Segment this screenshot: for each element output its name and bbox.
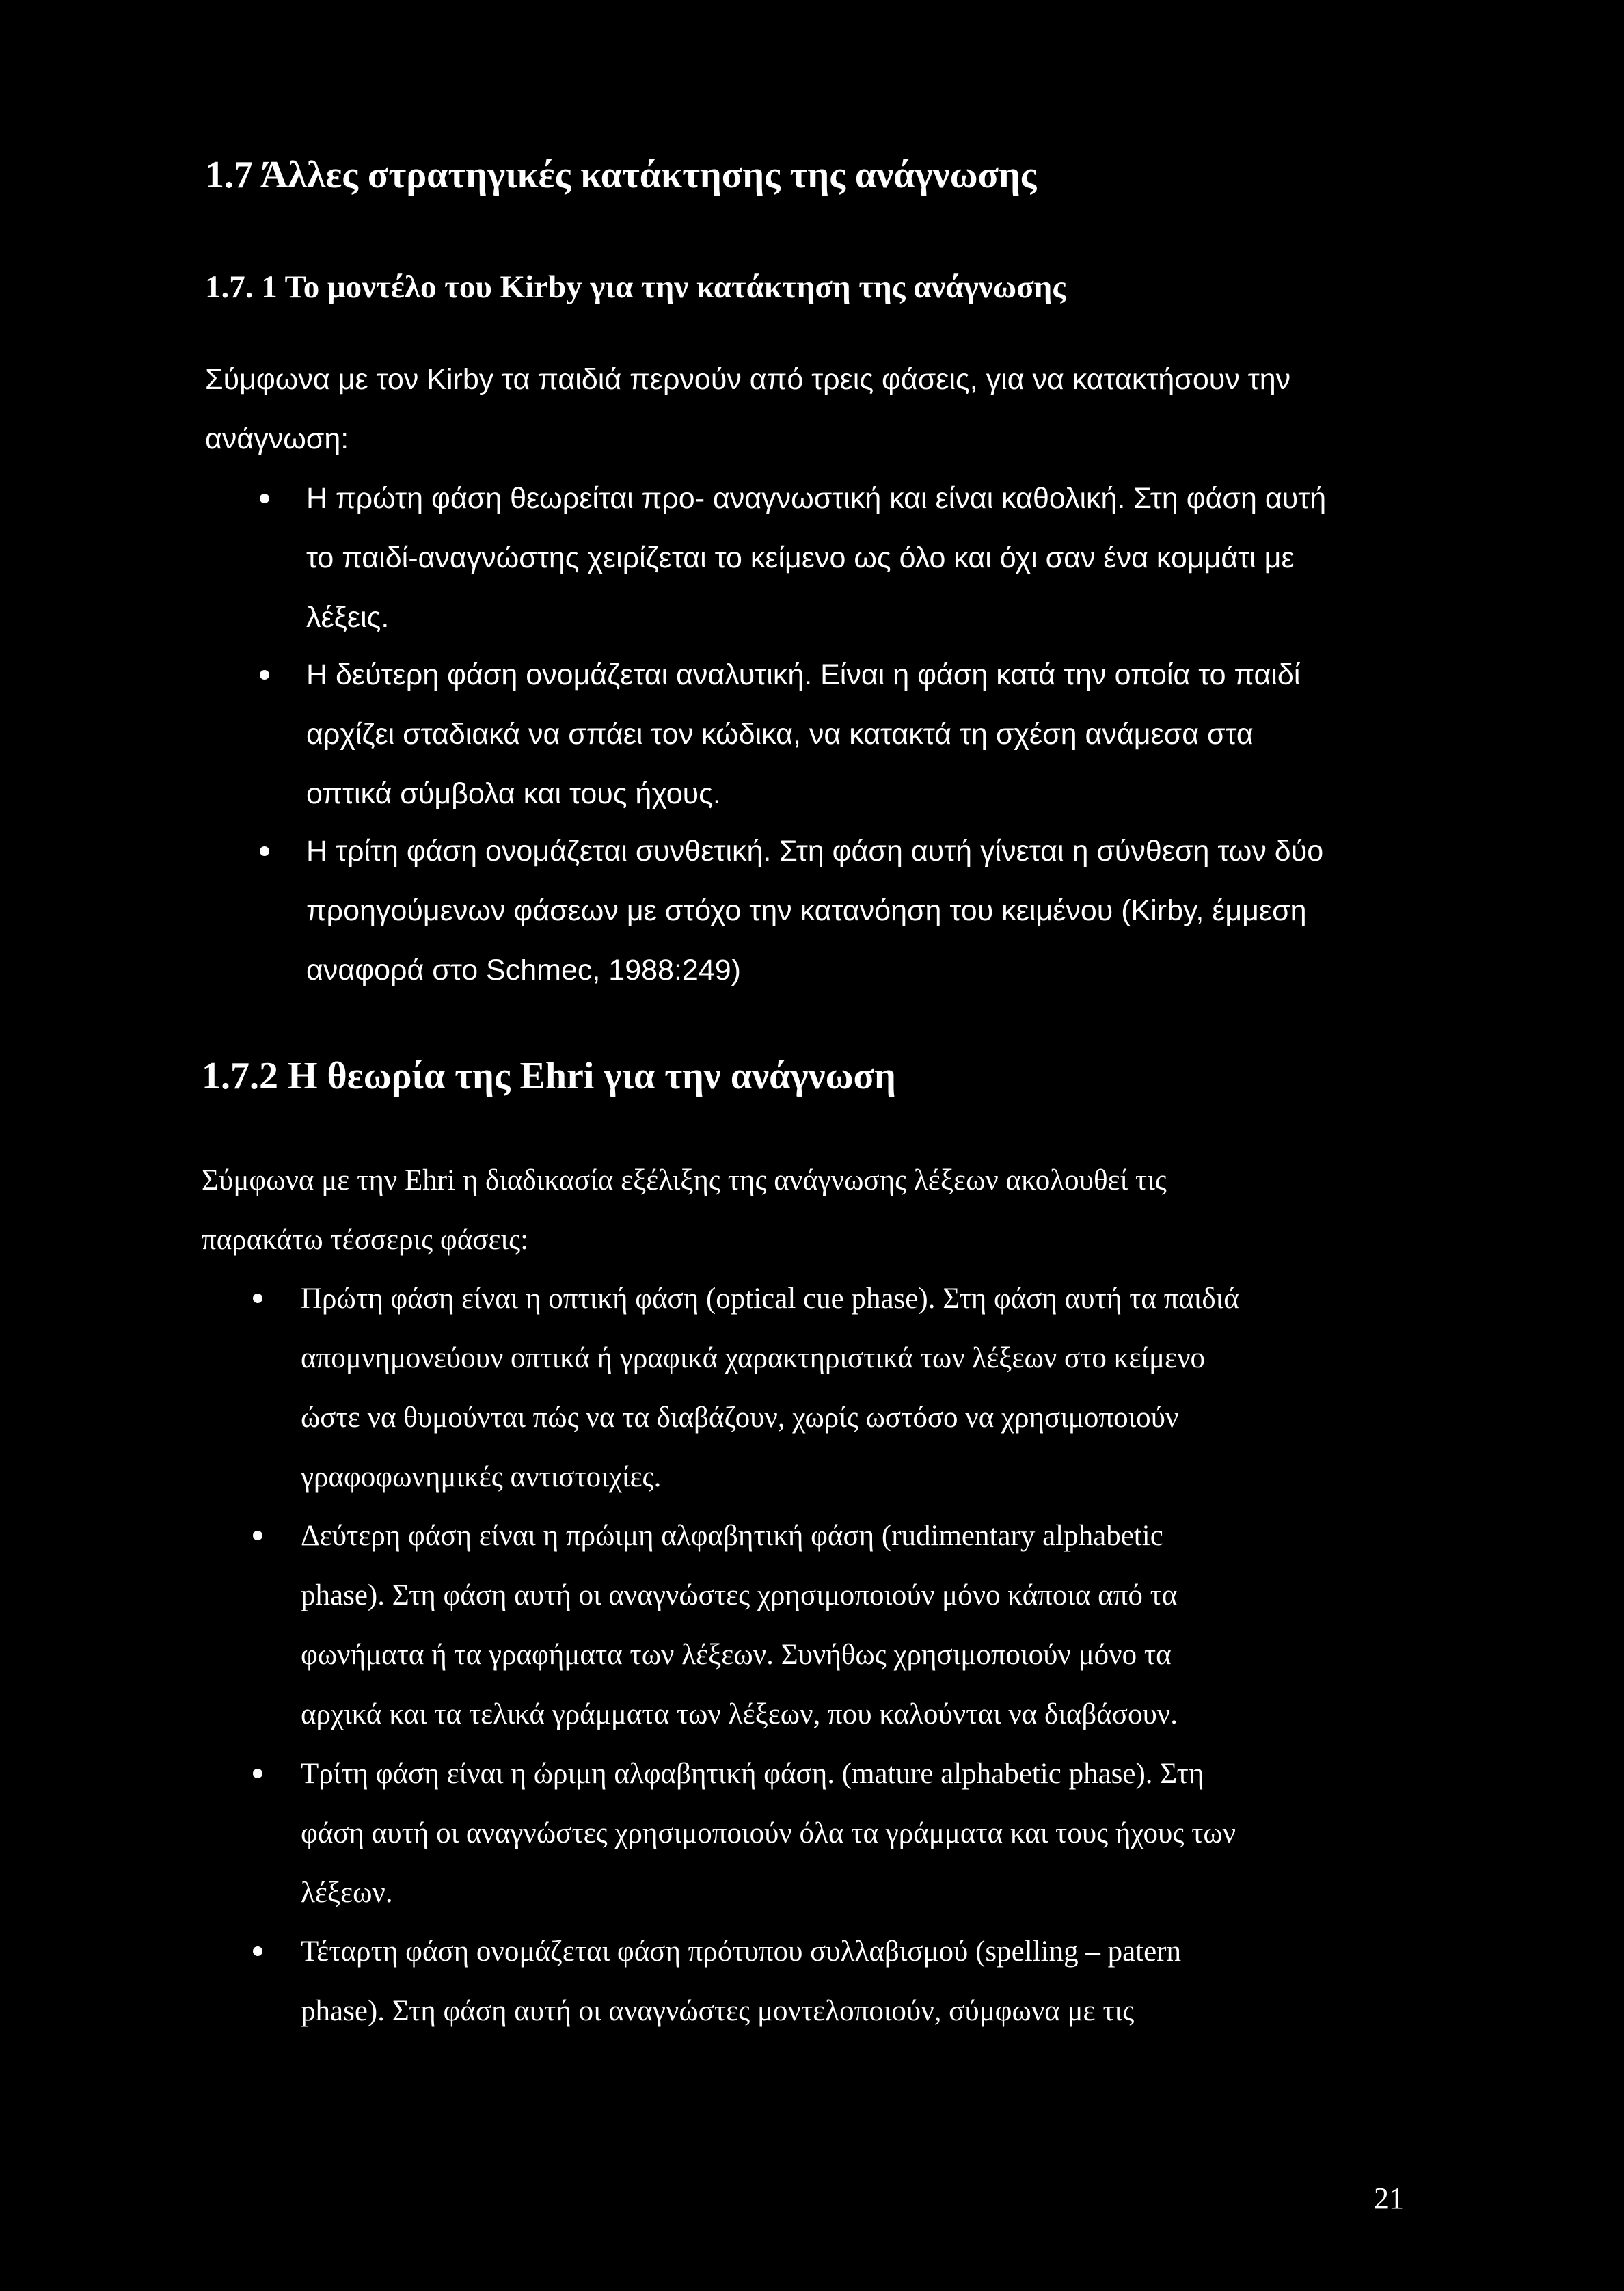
paragraph-line: παρακάτω τέσσερις φάσεις:	[202, 1224, 529, 1256]
list-item-line: Πρώτη φάση είναι η οπτική φάση (optical cue phase). Στη φάση αυτή τα παιδιά	[301, 1283, 1239, 1315]
paragraph-line: Σύμφωνα με την Ehri η διαδικασία εξέλιξης της ανάγνωσης λέξεων ακολουθεί τις	[202, 1164, 1167, 1196]
list-item-line: αρχίζει σταδιακά να σπάει τον κώδικα, να κατακτά τη σχέση ανάμεσα στα	[306, 718, 1254, 751]
bullet-dot	[260, 670, 269, 680]
section-heading-ehri: 1.7.2 Η θεωρία της Ehri για την ανάγνωση	[202, 1055, 896, 1097]
list-item-line: το παιδί-αναγνώστης χειρίζεται το κείμενο ως όλο και όχι σαν ένα κομμάτι με	[306, 541, 1295, 574]
bullet-dot	[260, 494, 269, 503]
list-item-line: φωνήματα ή τα γραφήματα των λέξεων. Συνήθως χρησιμοποιούν μόνο τα	[301, 1639, 1172, 1671]
list-item-line: phase). Στη φάση αυτή οι αναγνώστες χρησιμοποιούν μόνο κάποια από τα	[301, 1579, 1178, 1611]
list-item-line: ώστε να θυμούνται πώς να τα διαβάζουν, χωρίς ωστόσο να χρησιμοποιούν	[301, 1402, 1179, 1434]
list-item-line: Η τρίτη φάση ονομάζεται συνθετική. Στη φάση αυτή γίνεται η σύνθεση των δύο	[306, 835, 1324, 868]
list-item-line: λέξεων.	[301, 1877, 393, 1909]
section-heading-kirby: 1.7. 1 Το μοντέλο του Kirby για την κατάκτηση της ανάγνωσης	[205, 269, 1066, 305]
list-item-line: phase). Στη φάση αυτή οι αναγνώστες μοντελοποιούν, σύμφωνα με τις	[301, 1995, 1135, 2027]
paragraph-line: Σύμφωνα με τον Kirby τα παιδιά περνούν από τρεις φάσεις, για να κατακτήσουν την	[205, 363, 1291, 396]
bullet-dot	[253, 1946, 262, 1956]
list-item-line: προηγούμενων φάσεων με στόχο την κατανόηση του κειμένου (Kirby, έμμεση	[306, 894, 1307, 927]
list-item-line: απομνημονεύουν οπτικά ή γραφικά χαρακτηριστικά των λέξεων στο κείμενο	[301, 1342, 1206, 1374]
bullet-dot	[253, 1531, 262, 1540]
list-item-line: Η δεύτερη φάση ονομάζεται αναλυτική. Είναι η φάση κατά την οποία το παιδί	[306, 658, 1301, 691]
bullet-dot	[253, 1769, 262, 1778]
list-item-line: λέξεις.	[306, 601, 390, 634]
list-item-line: Τέταρτη φάση ονομάζεται φάση πρότυπου συλλαβισμού (spelling – patern	[301, 1935, 1182, 1968]
list-item-line: Τρίτη φάση είναι η ώριμη αλφαβητική φάση. (mature alphabetic phase). Στη	[301, 1758, 1204, 1790]
paragraph-line: ανάγνωση:	[205, 423, 349, 455]
main-heading: 1.7 Άλλες στρατηγικές κατάκτησης της ανάγνωσης	[205, 154, 1037, 196]
list-item-line: αρχικά και τα τελικά γράμματα των λέξεων, που καλούνται να διαβάσουν.	[301, 1698, 1178, 1730]
list-item-line: οπτικά σύμβολα και τους ήχους.	[306, 777, 721, 810]
list-item-line: γραφοφωνημικές αντιστοιχίες.	[301, 1461, 662, 1493]
list-item-line: φάση αυτή οι αναγνώστες χρησιμοποιούν όλα τα γράμματα και τους ήχους των	[301, 1817, 1236, 1849]
list-item-line: Η πρώτη φάση θεωρείται προ- αναγνωστική και είναι καθολική. Στη φάση αυτή	[306, 482, 1327, 515]
list-item-line: Δεύτερη φάση είναι η πρώιμη αλφαβητική φάση (rudimentary alphabetic	[301, 1520, 1163, 1552]
page-number: 21	[1374, 2182, 1404, 2215]
bullet-dot	[253, 1294, 262, 1303]
bullet-dot	[260, 846, 269, 856]
list-item-line: αναφορά στο Schmec, 1988:249)	[306, 954, 741, 987]
